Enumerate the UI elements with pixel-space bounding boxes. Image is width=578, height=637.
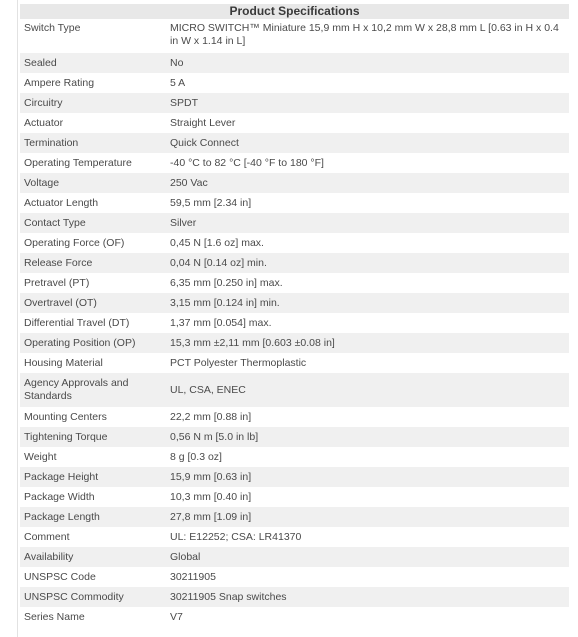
spec-value: Quick Connect (167, 133, 569, 153)
spec-label: Circuitry (20, 93, 167, 113)
spec-row (20, 193, 569, 213)
spec-label: Release Force (20, 253, 167, 273)
spec-label: Agency Approvals and Standards (20, 373, 167, 407)
spec-value: 22,2 mm [0.88 in] (167, 407, 569, 427)
spec-row (20, 293, 569, 313)
section-title: Product Specifications (20, 4, 569, 19)
spec-label: UNSPSC Code (20, 567, 167, 587)
spec-value: Silver (167, 213, 569, 233)
spec-row (20, 53, 569, 73)
spec-label: Operating Force (OF) (20, 233, 167, 253)
spec-row (20, 447, 569, 467)
spec-label: Availability (20, 547, 167, 567)
spec-row (20, 527, 569, 547)
spec-value: MICRO SWITCH™ Miniature 15,9 mm H x 10,2 mm W x 28,8 mm L [0.63 in H x 0.4 in W x 1.14 in L] (167, 19, 569, 53)
spec-value: 15,9 mm [0.63 in] (167, 467, 569, 487)
spec-label: Sealed (20, 53, 167, 73)
spec-value: 30211905 (167, 567, 569, 587)
spec-row (20, 133, 569, 153)
spec-label: Package Height (20, 467, 167, 487)
spec-value: UL: E12252; CSA: LR41370 (167, 527, 569, 547)
spec-label: Tightening Torque (20, 427, 167, 447)
spec-value: SPDT (167, 93, 569, 113)
spec-value: No (167, 53, 569, 73)
spec-value: 27,8 mm [1.09 in] (167, 507, 569, 527)
spec-row (20, 547, 569, 567)
spec-row (20, 507, 569, 527)
spec-row (20, 273, 569, 293)
spec-label: Differential Travel (DT) (20, 313, 167, 333)
spec-row (20, 607, 569, 627)
spec-row (20, 467, 569, 487)
spec-label: Weight (20, 447, 167, 467)
spec-value: Global (167, 547, 569, 567)
spec-label: Voltage (20, 173, 167, 193)
spec-label: Switch Type (20, 19, 167, 53)
spec-label: Overtravel (OT) (20, 293, 167, 313)
spec-row (20, 587, 569, 607)
spec-label: Contact Type (20, 213, 167, 233)
spec-label: Operating Position (OP) (20, 333, 167, 353)
spec-row (20, 567, 569, 587)
spec-label: Series Name (20, 607, 167, 627)
spec-row (20, 213, 569, 233)
spec-value: 15,3 mm ±2,11 mm [0.603 ±0.08 in] (167, 333, 569, 353)
spec-row (20, 487, 569, 507)
spec-row (20, 407, 569, 427)
spec-value: 0,45 N [1.6 oz] max. (167, 233, 569, 253)
spec-value: 1,37 mm [0.054] max. (167, 313, 569, 333)
spec-label: UNSPSC Commodity (20, 587, 167, 607)
spec-label: Mounting Centers (20, 407, 167, 427)
spec-row (20, 73, 569, 93)
spec-value: 6,35 mm [0.250 in] max. (167, 273, 569, 293)
spec-row (20, 153, 569, 173)
spec-label: Pretravel (PT) (20, 273, 167, 293)
spec-label: Actuator (20, 113, 167, 133)
left-divider (17, 0, 18, 637)
spec-row (20, 427, 569, 447)
spec-label: Housing Material (20, 353, 167, 373)
spec-row (20, 19, 569, 53)
spec-label: Package Width (20, 487, 167, 507)
product-specifications-panel (20, 4, 569, 627)
spec-value: Straight Lever (167, 113, 569, 133)
spec-label: Ampere Rating (20, 73, 167, 93)
spec-value: 5 A (167, 73, 569, 93)
spec-label: Actuator Length (20, 193, 167, 213)
spec-value: 3,15 mm [0.124 in] min. (167, 293, 569, 313)
spec-row (20, 313, 569, 333)
spec-label: Comment (20, 527, 167, 547)
spec-label: Termination (20, 133, 167, 153)
specifications-table (20, 19, 569, 627)
spec-value: 59,5 mm [2.34 in] (167, 193, 569, 213)
spec-value: V7 (167, 607, 569, 627)
spec-value: 30211905 Snap switches (167, 587, 569, 607)
spec-value: 0,04 N [0.14 oz] min. (167, 253, 569, 273)
spec-row (20, 373, 569, 407)
spec-value: PCT Polyester Thermoplastic (167, 353, 569, 373)
spec-value: 10,3 mm [0.40 in] (167, 487, 569, 507)
spec-value: 0,56 N m [5.0 in lb] (167, 427, 569, 447)
spec-value: UL, CSA, ENEC (167, 373, 569, 407)
spec-value: -40 °C to 82 °C [-40 °F to 180 °F] (167, 153, 569, 173)
spec-row (20, 353, 569, 373)
spec-row (20, 253, 569, 273)
spec-label: Package Length (20, 507, 167, 527)
spec-row (20, 333, 569, 353)
spec-value: 8 g [0.3 oz] (167, 447, 569, 467)
spec-label: Operating Temperature (20, 153, 167, 173)
spec-row (20, 93, 569, 113)
spec-row (20, 173, 569, 193)
spec-row (20, 113, 569, 133)
spec-value: 250 Vac (167, 173, 569, 193)
spec-row (20, 233, 569, 253)
